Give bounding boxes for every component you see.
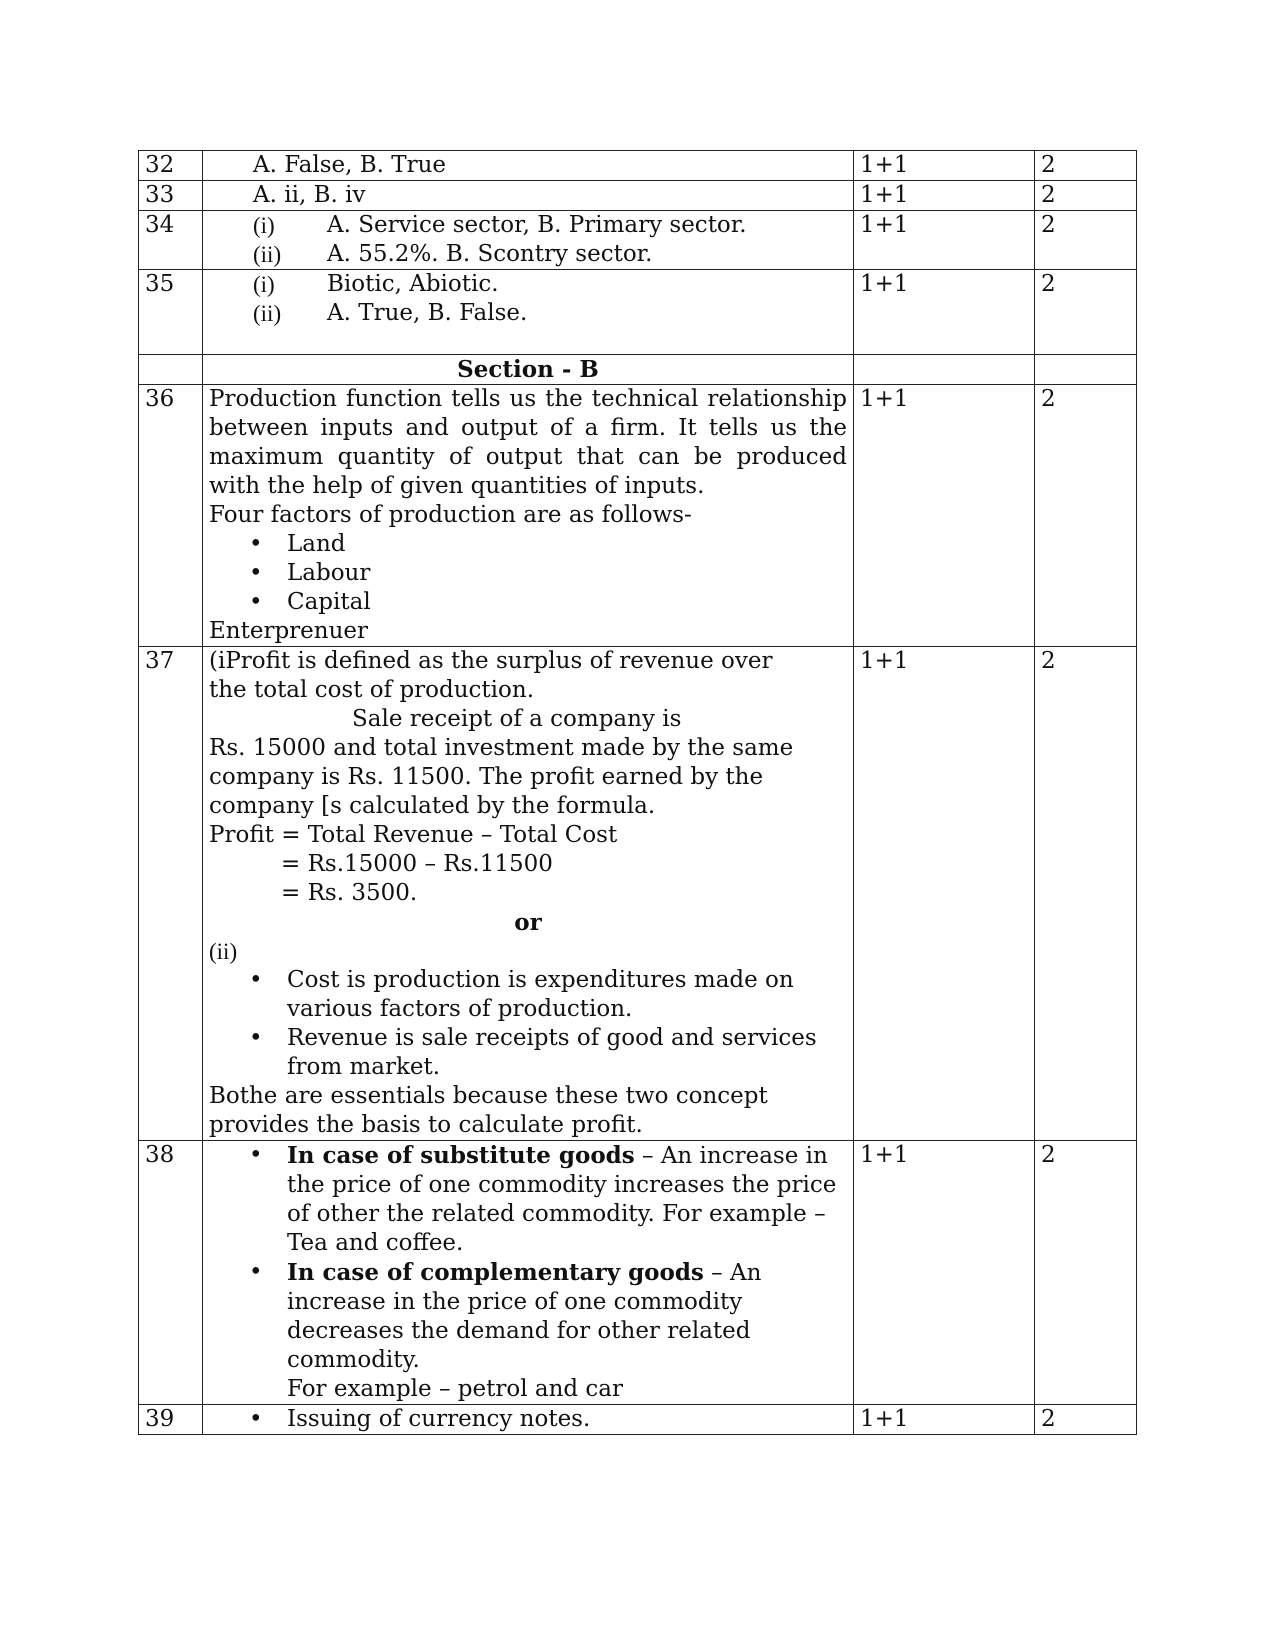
answer-cell: [203, 151, 854, 181]
marks-split: 1+1: [854, 647, 1035, 1141]
table-row: [139, 647, 1137, 1141]
list-item: • Labour: [249, 560, 371, 586]
answer-cell: [203, 181, 854, 211]
question-number: 34: [139, 211, 203, 270]
list-item: • Capital: [249, 589, 371, 615]
answer-text: A. False, B. True: [253, 152, 447, 178]
sub-answer: (i) A. Service sector, B. Primary sector.: [253, 212, 747, 238]
answer-cell: [203, 1141, 854, 1405]
answer-line: company [s calculated by the formula.: [209, 793, 656, 819]
list-item: • In case of complementary goods – An increase in the price of one commodity decreases the demand for other related commodity. For example – petrol and car: [249, 1259, 762, 1402]
answer-text: A. ii, B. iv: [253, 182, 366, 208]
list-item: • Land: [249, 531, 346, 557]
marks-split: 1+1: [854, 151, 1035, 181]
total-marks: 2: [1035, 181, 1137, 211]
list-item: • Issuing of currency notes.: [249, 1406, 591, 1432]
answer-last-line: Enterprenuer: [209, 618, 369, 644]
answer-cell: [203, 385, 854, 647]
total-marks: 2: [1035, 151, 1137, 181]
table-row: [139, 1405, 1137, 1435]
table-row: [139, 211, 1137, 270]
total-marks: 2: [1035, 1405, 1137, 1435]
question-number: 38: [139, 1141, 203, 1405]
list-item: • Cost is production is expenditures made on various factors of production.: [249, 967, 794, 1022]
answer-line: Sale receipt of a company is: [352, 706, 682, 732]
question-number: 37: [139, 647, 203, 1141]
table-row: [139, 181, 1137, 211]
marks-split: 1+1: [854, 1405, 1035, 1435]
marks-split: 1+1: [854, 385, 1035, 647]
total-marks: 2: [1035, 385, 1137, 647]
sub-answer: (ii) A. True, B. False.: [253, 300, 528, 326]
section-header-row: [139, 355, 1137, 385]
formula-line: Profit = Total Revenue – Total Cost: [209, 822, 618, 848]
total-marks: 2: [1035, 1141, 1137, 1405]
answer-intro: Four factors of production are as follows-: [209, 502, 692, 528]
sub-label: (ii): [209, 939, 238, 964]
total-marks: 2: [1035, 211, 1137, 270]
marks-split: 1+1: [854, 211, 1035, 270]
answer-cell: [203, 647, 854, 1141]
table-row: [139, 151, 1137, 181]
answer-key-table: [138, 150, 1137, 1435]
answer-line: company is Rs. 11500. The profit earned by the: [209, 764, 764, 790]
answer-cell: [203, 211, 854, 270]
formula-line: = Rs. 3500.: [281, 880, 418, 906]
sub-answer: (ii) A. 55.2%. B. Scontry sector.: [253, 241, 653, 267]
answer-cell: [203, 1405, 854, 1435]
question-number: 36: [139, 385, 203, 647]
total-marks: 2: [1035, 647, 1137, 1141]
list-item: • In case of substitute goods – An increase in the price of one commodity increases the price of other the related commodity. For example – Tea and coffee.: [249, 1142, 837, 1256]
section-title: Section - B: [203, 355, 854, 385]
table-row: [139, 1141, 1137, 1405]
sub-answer: (i) Biotic, Abiotic.: [253, 271, 499, 297]
answer-paragraph: Production function tells us the technical relationship between inputs and output of a firm. It tells us the maximum quantity of output that can be produced with the help of given quantities of inputs.: [209, 386, 847, 499]
marks-split: 1+1: [854, 1141, 1035, 1405]
answer-line: the total cost of production.: [209, 677, 534, 703]
or-separator: or: [514, 909, 542, 936]
question-number: 32: [139, 151, 203, 181]
list-item: • Revenue is sale receipts of good and services from market.: [249, 1025, 817, 1080]
total-marks: 2: [1035, 270, 1137, 355]
question-number: 35: [139, 270, 203, 355]
question-number: 33: [139, 181, 203, 211]
table-row: [139, 385, 1137, 647]
answer-line: Rs. 15000 and total investment made by the same: [209, 735, 794, 761]
question-number: 39: [139, 1405, 203, 1435]
table-row: [139, 270, 1137, 355]
answer-line: (iProfit is defined as the surplus of revenue over: [209, 648, 773, 674]
formula-line: = Rs.15000 – Rs.11500: [281, 851, 553, 877]
marks-split: 1+1: [854, 270, 1035, 355]
marks-split: 1+1: [854, 181, 1035, 211]
answer-cell: [203, 270, 854, 355]
answer-closing: Bothe are essentials because these two concept provides the basis to calculate profit.: [209, 1083, 768, 1138]
